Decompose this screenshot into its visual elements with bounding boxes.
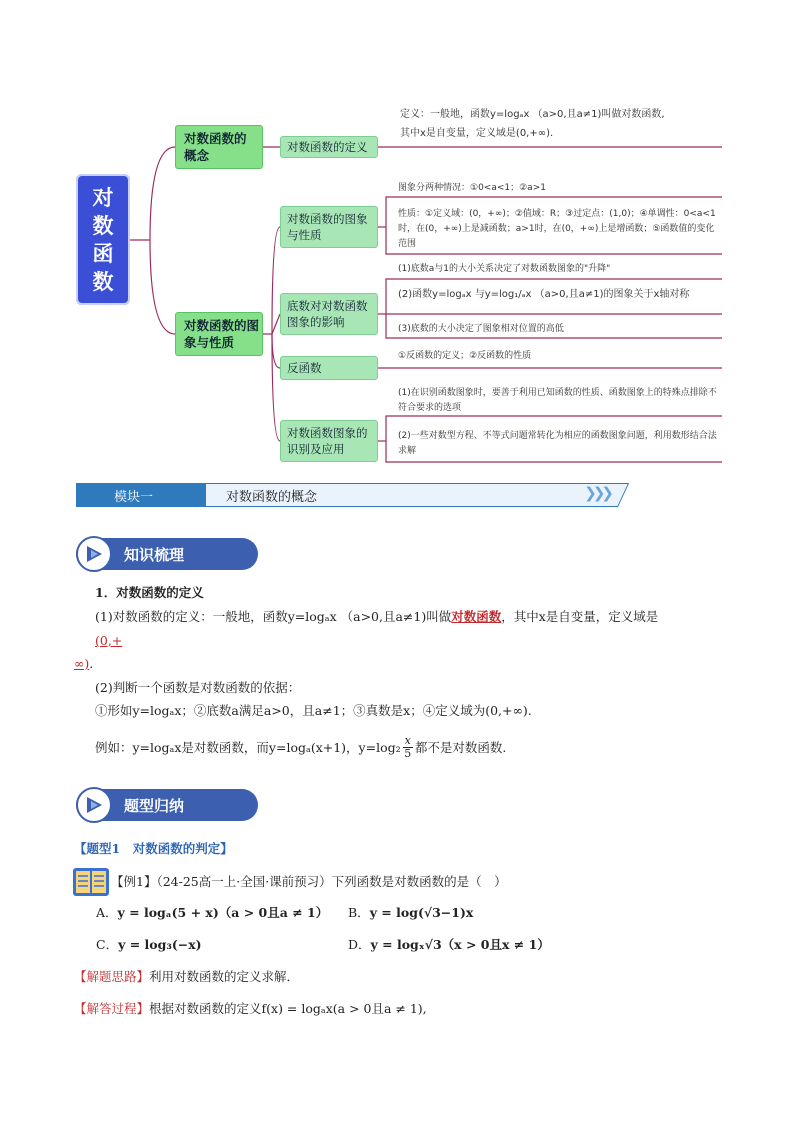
root-char-2: 数 — [92, 213, 114, 238]
section-question-types-pill — [76, 789, 258, 821]
domain-part-2 — [74, 654, 93, 674]
node-inverse-function — [280, 356, 378, 380]
option-b-text: y = log(√3−1)x — [369, 905, 474, 920]
leaf-base-rise-fall: (1)底数a与1的大小关系决定了对数函数图象的"升降" — [398, 264, 611, 274]
solution-idea-text: 利用对数函数的定义求解． — [149, 969, 300, 984]
leaf-base-position: (3)底数的大小决定了图象相对位置的高低 — [398, 324, 564, 334]
domain-end: . — [89, 656, 94, 671]
question-type-title: 【题型1 对数函数的判定】 — [74, 841, 233, 856]
leaf-properties: 性质：①定义域：(0，+∞)；②值域：R；③过定点：(1,0)；④单调性：0<a<1时，在(0，+∞)上是减函数；a>1时，在(0，+∞)上是增函数；⑤函数值的变化范围 — [398, 209, 716, 249]
example-text-a: 例如：y=logₐx是对数函数，而y=logₐ(x+1)，y=log₂ — [95, 739, 401, 755]
branch-graph-properties-label: 对数函数的图象与性质 — [184, 318, 260, 350]
node-definition-label: 对数函数的定义 — [287, 140, 368, 154]
leaf-inverse: ①反函数的定义；②反函数的性质 — [398, 351, 532, 361]
module-tag — [76, 483, 206, 507]
leaf-application: (2)一些对数型方程、不等式问题常转化为相应的函数图象问题，利用数形结合法求解 — [398, 431, 717, 456]
fraction-numerator: x — [404, 734, 411, 747]
node-definition — [280, 136, 378, 158]
example-line — [95, 735, 506, 760]
example-question — [111, 872, 507, 892]
term-log-function: 对数函数 — [451, 609, 502, 624]
option-c-label: C． — [96, 937, 119, 952]
solution-idea — [74, 967, 299, 987]
solution-process — [74, 999, 427, 1019]
solution-process-tag: 【解答过程】 — [74, 1001, 150, 1016]
definition-heading: 1．对数函数的定义 — [95, 585, 204, 600]
option-a-label: A． — [96, 905, 118, 920]
node-base-influence-label: 底数对对数函数图象的影响 — [287, 299, 368, 329]
leaf-definition-line1: 定义：一般地，函数y=logₐx （a>0,且a≠1)叫做对数函数, — [400, 109, 665, 120]
domain-part-1: (0,+ — [95, 633, 123, 648]
example-text-b: 都不是对数函数. — [414, 739, 507, 755]
definition-text-b: ，其中x是自变量，定义域是 — [501, 609, 659, 624]
root-char-4: 数 — [92, 269, 114, 294]
option-b[interactable] — [348, 903, 473, 923]
criteria-heading: (2)判断一个函数是对数函数的依据： — [95, 680, 301, 695]
option-d[interactable] — [348, 935, 550, 955]
node-graph-application — [280, 420, 378, 462]
node-graph-properties-label: 对数函数的图象与性质 — [287, 212, 368, 242]
leaf-definition — [400, 107, 720, 141]
domain-part-2-text: ∞) — [74, 656, 90, 671]
mindmap-root — [76, 174, 130, 305]
leaf-base-symmetry: (2)函数y=logₐx 与y=log₁/ₐx （a>0,且a≠1)的图象关于x轴对称 — [398, 289, 690, 300]
branch-concept-label: 对数函数的概念 — [184, 131, 247, 163]
option-d-label: D． — [348, 937, 371, 952]
section-knowledge-pill — [76, 538, 258, 570]
option-a-text: y = logₐ(5 + x)（a > 0且a ≠ 1） — [117, 905, 329, 920]
definition-paragraph — [95, 607, 725, 627]
definition-text-a: (1)对数函数的定义：一般地，函数y=logₐx （a>0,且a≠1)叫做 — [95, 609, 452, 624]
criteria-list: ①形如y=logₐx；②底数a满足a>0，且a≠1；③真数是x；④定义域为(0,+∞). — [95, 703, 532, 718]
play-arrow-icon — [76, 536, 112, 572]
node-inverse-function-label: 反函数 — [287, 361, 322, 375]
example-tag: 【例1】 — [111, 874, 157, 889]
leaf-definition-line2: 其中x是自变量，定义域是(0,+∞). — [400, 128, 554, 139]
option-c-text: y = log₃(−x) — [118, 937, 202, 952]
section-knowledge-label: 知识梳理 — [124, 545, 185, 564]
option-a[interactable] — [96, 903, 328, 923]
chevrons-icon: ❯❯❯ — [584, 484, 610, 502]
branch-graph-properties — [175, 312, 263, 356]
leaf-graph-cases: 图象分两种情况：①0<a<1；②a>1 — [398, 183, 546, 193]
root-char-3: 函 — [92, 241, 114, 266]
section-question-types-label: 题型归纳 — [124, 796, 185, 815]
node-graph-application-label: 对数函数图象的识别及应用 — [287, 426, 368, 456]
option-c[interactable] — [96, 935, 202, 955]
option-b-label: B． — [348, 905, 370, 920]
node-graph-properties — [280, 206, 378, 248]
option-d-text: y = logₓ√3（x > 0且x ≠ 1） — [370, 937, 550, 952]
module-tag-label: 模块一 — [114, 489, 154, 505]
root-char-1: 对 — [92, 185, 114, 210]
module-banner — [76, 483, 616, 507]
play-arrow-icon — [76, 787, 112, 823]
fraction-x-over-5 — [403, 735, 413, 760]
leaf-recognition: (1)在识别函数图象时，要善于利用已知函数的性质、函数图象上的特殊点排除不符合要求的选项 — [398, 388, 717, 413]
example-source: （24-25高一上·全国·课前预习）下列函数是对数函数的是（ ） — [156, 874, 507, 889]
module-title: 对数函数的概念 — [226, 490, 318, 505]
solution-idea-tag: 【解题思路】 — [74, 969, 150, 984]
book-icon — [72, 866, 110, 898]
branch-concept — [175, 125, 263, 169]
fraction-denominator: 5 — [404, 747, 412, 760]
solution-process-text: 根据对数函数的定义f(x) = logₐx(a > 0且a ≠ 1), — [149, 1001, 427, 1016]
node-base-influence — [280, 293, 378, 335]
